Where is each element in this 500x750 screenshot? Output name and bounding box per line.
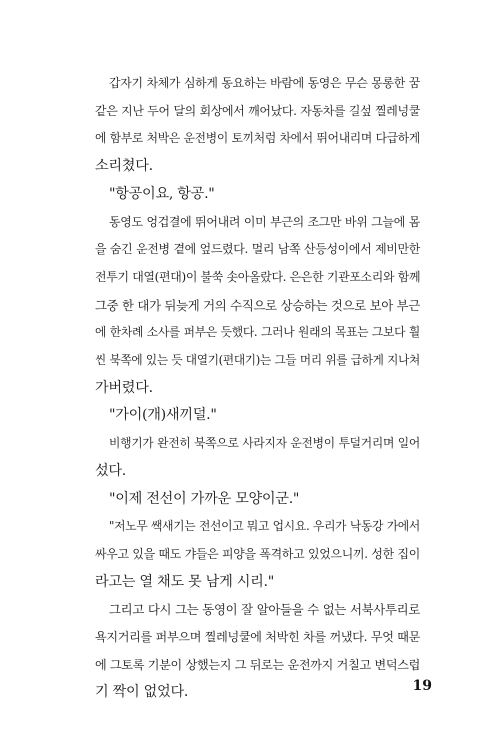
text-line: 가버렸다.: [95, 379, 153, 396]
text-line: 동영도 엉겁결에 뛰어내려 이미 부근의 조그만 바위 그늘에 몸: [109, 214, 420, 229]
text-line: 욕지거리를 퍼부으며 찔레넝쿨에 처박힌 차를 꺼냈다. 무엇 때문: [95, 630, 420, 645]
text-line: 을 숨긴 운전병 곁에 엎드렸다. 멀리 남쪽 산등성이에서 제비만한: [95, 242, 420, 257]
text-line: 전투기 대열(편대)이 불쑥 솟아올랐다. 은은한 기관포소리와 함께: [95, 269, 421, 284]
text-line: 기 짝이 없었다.: [95, 684, 189, 701]
paragraph: [95, 402, 420, 430]
text-line: 에 그토록 기분이 상했는지 그 뒤로는 운전까지 거칠고 변덕스럽: [95, 657, 420, 672]
paragraph: [95, 486, 420, 514]
page-number: 19: [412, 678, 432, 694]
text-line: 씬 북쪽에 있는 듯 대열기(편대기)는 그들 머리 위를 급하게 지나쳐: [95, 353, 420, 368]
text-line: 그리고 다시 그는 동영이 잘 알아들을 수 없는 서북사투리로: [109, 602, 420, 618]
text-line: 같은 지난 두어 달의 회상에서 깨어났다. 자동차를 길섶 찔레넝쿨: [95, 103, 420, 118]
text-line: 에 한차례 소사를 퍼부은 듯했다. 그러나 원래의 목표는 그보다 훨: [95, 325, 420, 340]
text-line: 싸우고 있을 때도 갸들은 피양을 폭격하고 있었으니끼. 성한 집이: [95, 546, 420, 561]
paragraph: [95, 596, 420, 707]
paragraph: [95, 70, 420, 181]
paragraph: [95, 513, 420, 596]
text-line: 에 함부로 처박은 운전병이 토끼처럼 차에서 뛰어내리며 다급하게: [95, 131, 420, 146]
paragraph: [95, 209, 420, 403]
paragraph: [95, 430, 420, 485]
text-line: "이제 전선이 가까운 모양이군.": [109, 490, 300, 507]
text-line: "항공이요, 항공.": [109, 185, 215, 202]
text-line: 그중 한 대가 뒤늦게 거의 수직으로 상승하는 것으로 보아 부근: [95, 297, 420, 313]
text-line: 비행기가 완전히 북쪽으로 사라지자 운전병이 투덜거리며 일어: [109, 436, 420, 451]
paragraph: [95, 181, 420, 209]
text-line: 소리쳤다.: [95, 158, 153, 175]
text-line: "가이(개)새끼덜.": [109, 407, 217, 424]
body-text: [95, 70, 420, 707]
text-line: 섰다.: [95, 462, 127, 479]
text-line: 라고는 열 채도 못 남게 시리.": [95, 573, 274, 590]
text-line: 갑자기 차체가 심하게 동요하는 바람에 동영은 무슨 몽롱한 꿈: [109, 76, 420, 90]
text-line: "저노무 쌕새기는 전선이고 뭐고 업시요. 우리가 낙동강 가에서: [109, 519, 420, 534]
